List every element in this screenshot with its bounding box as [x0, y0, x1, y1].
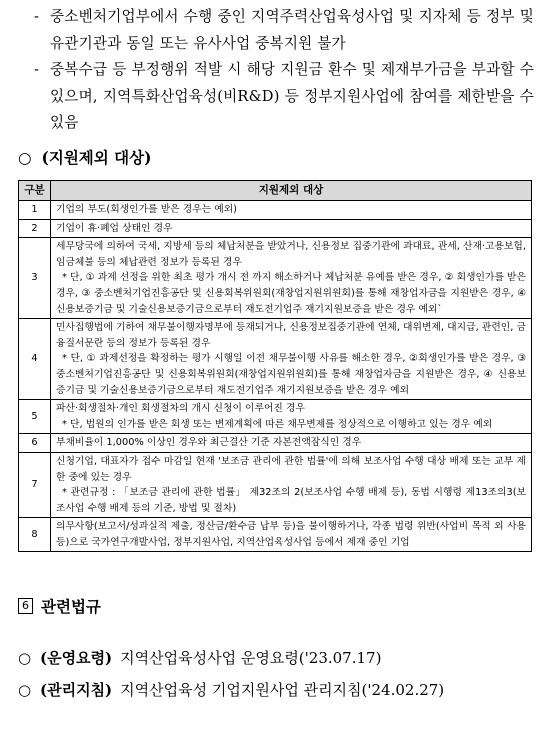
row-number: 5: [19, 400, 51, 434]
table-row: [19, 434, 532, 453]
law-label: (관리지침): [40, 681, 113, 699]
law-text: 지역산업육성사업 운영요령('23.07.17): [120, 649, 382, 667]
row-description: [51, 518, 532, 552]
table-row: [19, 400, 532, 434]
exception-note: * 단, ① 과제선정을 확정하는 평가 시행일 이전 채무불이행 사유를 해소한 경우, ②회생인가를 받은 경우, ③ 중소벤처기업진흥공단 및 신용회복위원회(재창업지원위원회)를 통해 재창업자금을 지원받은 경우, ④ 신용보증기금 및 기술신용보증기금으로부터 재도전기업주 재기지원보증을 받은 경우 예외: [56, 353, 526, 396]
criteria-text: 부채비율이 1,000% 이상인 경우와 최근결산 기준 자본전액잠식인 경우: [56, 437, 362, 449]
table-row: [19, 452, 532, 517]
bullet-text: 중복수급 등 부정행위 적발 시 해당 지원금 환수 및 제재부가금을 부과할 수 있으며, 지역특화산업육성(비R&D) 등 정부지원사업에 참여를 제한받을 수 있음: [50, 61, 534, 131]
row-description: [51, 434, 532, 453]
bullet-fraud-penalty: [34, 57, 534, 137]
circle-bullet: ○: [18, 681, 32, 699]
row-number: 1: [19, 201, 51, 220]
exclusion-table: [18, 180, 532, 552]
bullet-duplicate-support: [34, 4, 534, 57]
criteria-text: 세무당국에 의하여 국세, 지방세 등의 체납처분을 받았거나, 신용정보 집중기관에 과대료, 관세, 산재·고용보험, 임금체불 등의 체납관련 정보가 등록된 경우: [56, 241, 526, 268]
law-item-operation: [18, 642, 444, 674]
row-description: [51, 201, 532, 220]
criteria-text: 신청기업, 대표자가 접수 마감일 현재 '보조금 관리에 관한 법률'에 의해 보조사업 수행 대상 배제 또는 교부 제한 중에 있는 경우: [56, 455, 526, 483]
notice-bullets: [34, 4, 534, 137]
table-row: [19, 201, 532, 220]
table-row: [19, 238, 532, 319]
row-description: [51, 319, 532, 400]
table-header-row: [19, 181, 532, 201]
header-desc: 지원제외 대상: [51, 181, 532, 201]
row-number: 8: [19, 518, 51, 552]
row-number: 3: [19, 238, 51, 319]
criteria-text: 파산·회생절차·개인 회생절차의 개시 신청이 이루어진 경우: [56, 403, 305, 415]
criteria-text: 기업의 부도(회생인가를 받은 경우는 예외): [56, 204, 237, 215]
row-number: 6: [19, 434, 51, 453]
bullet-marker: -: [34, 8, 40, 25]
table-row: [19, 319, 532, 400]
law-label: (운영요령): [40, 649, 113, 667]
laws-title-text: 관련법규: [41, 598, 101, 616]
law-item-guideline: [18, 674, 444, 706]
row-description: [51, 452, 532, 517]
row-description: [51, 238, 532, 319]
criteria-text: 민사집행법에 기하여 채무불이행자명부에 등재되거나, 신용정보집중기관에 연체, 대위변제, 대지급, 관련인, 금융질서문란 등의 정보가 등록된 경우: [56, 322, 526, 349]
row-description: [51, 400, 532, 434]
law-text: 지역산업육성 기업지원사업 관리지침('24.02.27): [120, 681, 445, 699]
row-number: 2: [19, 219, 51, 238]
header-no: 구분: [19, 181, 51, 201]
criteria-text: 의무사항(보고서/성과실적 제출, 정산금/환수금 납부 등)을 불이행하거나, 각종 법령 위반(사업비 목적 외 사용 등)으로 국가연구개발사업, 정부지원사업, 지역산업육성사업 등에서 제재 중인 기업: [56, 521, 526, 548]
section-number-box: 6: [18, 598, 33, 614]
bullet-text: 중소벤처기업부에서 수행 중인 지역주력산업육성사업 및 지자체 등 정부 및 유관기관과 동일 또는 유사사업 중복지원 불가: [50, 8, 534, 52]
row-number: 4: [19, 319, 51, 400]
exception-note: * 단, 법원의 인가를 받은 회생 또는 변제계획에 따른 채무변제를 정상적으로 이행하고 있는 경우 예외: [62, 418, 493, 430]
laws-section-title: [18, 595, 101, 617]
table-row: [19, 518, 532, 552]
row-description: [51, 219, 532, 238]
row-number: 7: [19, 452, 51, 517]
exclusion-table-body: [19, 201, 532, 552]
criteria-text: 기업이 휴·폐업 상태인 경우: [56, 222, 173, 234]
laws-list: [18, 642, 444, 706]
table-row: [19, 219, 532, 238]
circle-bullet: ○: [18, 149, 32, 167]
exception-note: * 관련규정 : 「보조금 관리에 관한 법률」 제32조의 2(보조사업 수행 배제 등), 동법 시행령 제13조의3(보조사업 수행 배제 등의 기준, 방법 및 절차): [56, 487, 526, 514]
bullet-marker: -: [34, 61, 40, 78]
exception-note: * 단, ① 과제 선정을 위한 최초 평가 개시 전 까지 해소하거나 체납처분 유예를 받은 경우, ② 회생인가를 받은 경우, ③ 중소벤처기업진흥공단 및 신용회복위원회(재창업지원위원회)를 통해 재창업자금을 지원받은 경우, ④ 신용보증기금 및 기술신용보증기금으로부터 재도전기업주 재기지원보증을 받은 경우 예외`: [56, 272, 526, 315]
circle-bullet: ○: [18, 649, 32, 667]
exclusion-section-title: [18, 146, 151, 168]
exclusion-title-text: (지원제외 대상): [41, 148, 152, 167]
